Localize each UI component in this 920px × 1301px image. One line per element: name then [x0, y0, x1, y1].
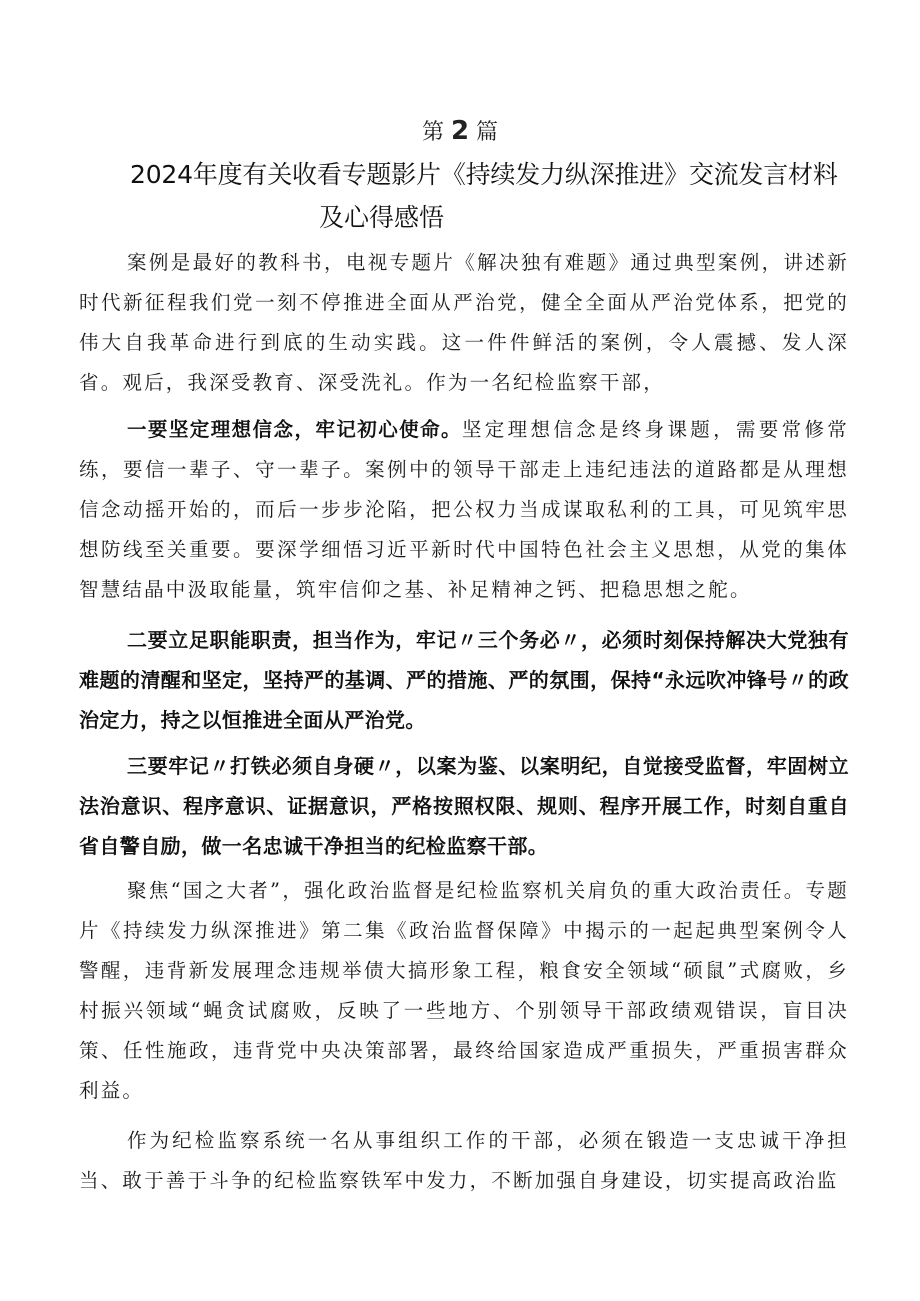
paragraph-point-1	[79, 410, 849, 610]
chapter-prefix: 第	[421, 120, 444, 145]
paragraph-point-1-lead: 一要坚定理想信念，牢记初心使命。	[127, 418, 462, 441]
paragraph-political-supervision: 聚焦“国之大者”，强化政治监督是纪检监察机关肩负的重大政治责任。专题片《持续发力纵深推进》第二集《政治监督保障》中揭示的一起起典型案例令人警醒，违背新发展理念违规举债大搞形象工程，粮食安全领域“硕鼠”式腐败，乡村振兴领域“蝇贪试腐败，反映了一些地方、个别领导干部政绩观错误，盲目决策、任性施政，违背党中央决策部署，最终给国家造成严重损失，严重损害群众利益。	[79, 879, 849, 1102]
paragraph-intro: 案例是最好的教科书，电视专题片《解决独有难题》通过典型案例，讲述新时代新征程我们党一刻不停推进全面从严治党，健全全面从严治党体系，把党的伟大自我革命进行到底的生动实践。这一件件鲜活的案例，令人震撼、发人深省。观后，我深受教育、深受洗礼。作为一名纪检监察干部，	[79, 251, 849, 394]
paragraph-point-1-body: 坚定理想信念是终身课题，需要常修常练，要信一辈子、守一辈子。案例中的领导干部走上违纪违法的道路都是从理想信念动摇开始的，而后一步步沦陷，把公权力当成谋取私利的工具，可见筑牢思想防线至关重要。要深学细悟习近平新时代中国特色社会主义思想，从党的集体智慧结晶中汲取能量，筑牢信仰之基、补足精神之钙、把稳思想之舵。	[79, 418, 849, 601]
paragraph-point-2: 二要立足职能职责，担当作为，牢记〃三个务必〃，必须时刻保持解决大党独有难题的清醒和坚定，坚持严的基调、严的措施、严的氛围，保持“永远吹冲锋号〃的政治定力，持之以恒推进全面从严治党。	[79, 628, 849, 732]
document-title-line-2: 及心得感悟	[319, 203, 445, 232]
paragraph-organization-work: 作为纪检监察系统一名从事组织工作的干部，必须在锻造一支忠诚干净担当、敢于善于斗争的纪检监察铁军中发力，不断加强自身建设，切实提高政治监	[79, 1129, 849, 1192]
chapter-number: 2	[450, 116, 470, 146]
document-title-line-1: 2024年度有关收看专题影片《持续发力纵深推进》交流发言材料	[130, 160, 838, 189]
chapter-heading	[0, 116, 920, 148]
chapter-suffix: 篇	[476, 120, 499, 145]
paragraph-point-3: 三要牢记〃打铁必须自身硬〃，以案为鉴、以案明纪，自觉接受监督，牢固树立法治意识、程序意识、证据意识，严格按照权限、规则、程序开展工作，时刻自重自省自警自励，做一名忠诚干净担当的纪检监察干部。	[79, 754, 849, 858]
